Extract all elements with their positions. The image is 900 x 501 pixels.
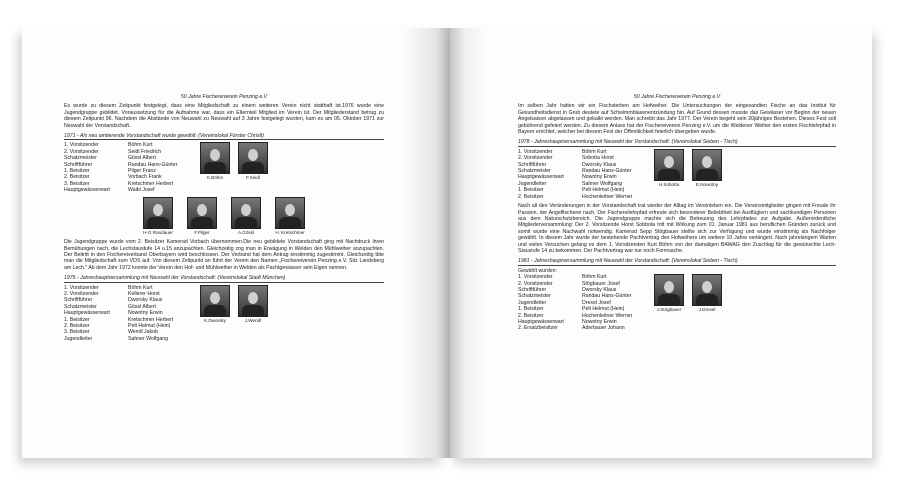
portrait-photo xyxy=(143,197,173,229)
paragraph: Es wurde zu diesem Zeitpunkt festgelegt, dass eine Mitgliedschaft zu einem weiteren Verein nicht statthaft ist.1976 wurde eine Jugendgruppe gebildet. Voraussetzung für die Aufnahme war, dass ein Elternteil Mitglied im Verein ist. Der Mitgliederstand betrug zu diesem Zeitpunkt 96. Nachdem die Abstände von Neuwahl zu Neuwahl auf 3 Jahre festgelegt wurden, kam es am 05. Oktober 1971 zur Neuwahl der Vorstandschaft. xyxy=(64,103,384,129)
portrait-caption: J.Wendl xyxy=(244,317,262,323)
elected-label: Gewählt wurden: xyxy=(518,267,557,274)
section-heading: 1981 - Jahreshauptversammlung mit Neuwahl der Vorstandschaft: (Vereinslokal Sieben - Tisch) xyxy=(518,258,836,265)
role: 2. Vorsitzender xyxy=(518,280,553,287)
names-column xyxy=(582,149,648,200)
portrait-caption: J.Drexel xyxy=(698,307,716,313)
member-name: Drexel Josef xyxy=(582,299,611,306)
portrait-photo xyxy=(275,197,305,229)
roles-column xyxy=(64,285,128,343)
member-name: Sahner Wolfgang xyxy=(128,335,168,342)
portrait-group xyxy=(654,149,722,200)
portrait xyxy=(143,197,173,236)
portrait-photo xyxy=(238,142,268,174)
portrait-caption: H-G Randauer xyxy=(143,229,173,235)
role: Jugendleiter xyxy=(518,299,547,306)
portrait xyxy=(654,149,684,200)
portrait-row xyxy=(64,197,384,236)
portrait-caption: K.Dworsky xyxy=(204,317,226,323)
portrait-group xyxy=(200,142,268,193)
member-name: Pelt Helmut (Hein) xyxy=(582,187,625,194)
board-list xyxy=(64,285,384,343)
role: Schriftführer xyxy=(518,161,547,168)
member-name: Gössl Albert xyxy=(128,155,156,162)
role: 2. Ersatzbeisitzer xyxy=(518,325,558,332)
portrait-caption: E.Nowotny xyxy=(695,181,719,187)
member-name: Aderbauer Johann xyxy=(582,325,625,332)
member-name: Pelt Helmut (Hein) xyxy=(128,322,171,329)
member-name: Vorbach Frank xyxy=(128,174,162,181)
paragraph: Nach all den Veränderungen in der Vorstandschaft trat wieder der Alltag im Vereinleben ein. Die Vereinsmitglieder gingen mit Freude ihr Passion, der Angelfischerei nach. Der Fischereilehrpfad erfreute sich besonderer Beliebtheit bei Ausflüglern und sachkundigen Personen aus dem Naturschutzbereich. Die Jugendgruppe machte sich die Betreuung des Lehrpfades zur Aufgabe. Außerordentliche Mitgliederversammlung: Der 2. Vorsitzende Horst Sobbota tritt mit Wirkung zum 01. Januar 1981 aus beruflichen Gründen zurück und somit wurde eine Nachwahl notwendig. Kamerad Sepp Stögbauer stellte sich zur Verfügung und wurde einstimmig als Nachfolger gewählt. In diesem Jahr wurde der bestehende Pachtvertrag des Hofweihers um weitere 10 Jahre verlängert. Nach jahrelangem Warten und vielen Versuchen gelang es dem 1. Vorsitzenden Kurt Böhm von der damaligen BAWAG den Zuschlag für die gewünschte Lech-Staustufe 14 zu bekommen. Der Pachtvertrag war nur noch Formsache. xyxy=(518,203,836,254)
portrait-photo xyxy=(238,285,268,317)
role: 1. Beisitzer xyxy=(64,168,90,175)
role: 3. Beisitzer xyxy=(64,329,90,336)
right-page-content xyxy=(518,94,836,335)
member-name: Seidl Friedrich xyxy=(128,148,162,155)
role: Jugendleiter xyxy=(518,180,547,187)
role: 1. Vorsitzender xyxy=(64,284,99,291)
board-list xyxy=(518,274,836,332)
member-name: Böhm Kurt xyxy=(582,148,607,155)
role: 1. Beisitzer xyxy=(64,316,90,323)
role: 2. Beisitzer xyxy=(518,312,544,319)
member-name: Böhm Kurt xyxy=(582,274,607,281)
roles-column xyxy=(64,142,128,193)
role: Jugendleiter xyxy=(64,335,93,342)
portrait xyxy=(275,197,305,236)
portrait-photo xyxy=(231,197,261,229)
portrait xyxy=(654,274,684,332)
role: 2. Beisitzer xyxy=(64,322,90,329)
page-header: 50 Jahre Fischereiverein Penzing e.V xyxy=(180,94,268,100)
portrait-caption: F.Pilger xyxy=(194,229,210,235)
member-name: Kretschmer Herbert xyxy=(128,180,174,187)
member-name: Hochenleitner Werner xyxy=(582,193,633,200)
member-name: Dworsky Klaus xyxy=(582,286,617,293)
member-name: Gössl Albert xyxy=(128,303,156,310)
portrait-photo xyxy=(200,285,230,317)
member-name: Nowotny Erwin xyxy=(582,174,617,181)
portrait-group xyxy=(200,285,268,343)
member-name: Pelt Helmut (Hein) xyxy=(582,306,625,313)
role: 1. Beisitzer xyxy=(518,306,544,313)
role: Schatzmeister xyxy=(64,303,97,310)
paragraph: Im selben Jahr hatten wir ein Fischsterben am Hofweiher. Die Untersuchungen der eingesandten Fische an das Institut für Gesundheitsdienst in Grub deutete auf Schwimmblasenentzündung hin. Auf Grund dessen musste das Gewässer vor Beginn der neuen Angelsaison abgelassen und gekalkt werden. Man schreibt das Jahr 1977. Der Verein begeht sein 20jähriges Bestehen. Dieses Fest soll gebührend gefeiert werden. Zu diesem Anlass hat der Fischereiverein Penzing e.V. um die Weldener Weiher den ersten Fischlehrpfad in Bayern errichtet, welcher bei diesem Fest der Öffentlichkeit feierlich übergeben wurde. xyxy=(518,103,836,136)
role: Schatzmeister xyxy=(518,168,551,175)
role: Hauptgewässerwart xyxy=(64,187,110,194)
portrait-photo xyxy=(654,149,684,181)
role: Hauptgewässerwart xyxy=(64,310,110,317)
portrait xyxy=(200,142,230,193)
member-name: Dworsky Klaus xyxy=(128,297,163,304)
portrait xyxy=(187,197,217,236)
member-name: Dworsky Klaus xyxy=(582,161,617,168)
role: 3. Beisitzer xyxy=(64,180,90,187)
member-name: Böhm Kurt xyxy=(128,284,153,291)
portrait-caption: K.Böhm xyxy=(206,175,224,181)
role: 2. Vorsitzender xyxy=(518,155,553,162)
member-name: Stögbauer Josef xyxy=(582,280,620,287)
role: 2. Beisitzer xyxy=(64,174,90,181)
role: 1. Vorsitzender xyxy=(64,142,99,149)
member-name: Nowotny Erwin xyxy=(582,319,617,325)
section-heading: 1978 - Jahreshauptversammlung mit Neuwahl der Vorstandschaft: (Vereinslokal Sieben - Tisch) xyxy=(518,139,836,146)
roles-column xyxy=(518,149,582,200)
member-name: Kellerer Horst xyxy=(128,290,160,297)
member-name: Randau Hans-Günter xyxy=(128,161,178,168)
section-heading: 1971 - Als neu amtierende Vorstandschaft wurde gewählt: (Vereinslokal Förster Christl) xyxy=(64,133,384,140)
role: Schriftführer xyxy=(518,286,547,293)
role: 1. Vorsitzender xyxy=(518,148,553,155)
portrait-group xyxy=(654,274,722,332)
member-name: Pilger Franz xyxy=(128,168,156,175)
board-list xyxy=(518,149,836,200)
member-name: Randau Hans-Günter xyxy=(582,293,632,300)
names-column xyxy=(582,274,648,332)
member-name: Wendl Jakob xyxy=(128,329,158,336)
member-name: Sobotta Horst xyxy=(582,155,614,162)
section-heading: 1975 - Jahreshauptversammlung mit Neuwahl der Vorstandschaft: (Vereinslokal Stadt München) xyxy=(64,275,384,282)
roles-column xyxy=(518,274,582,332)
member-name: Nowotny Erwin xyxy=(128,310,163,317)
role: Hauptgewässerwart xyxy=(518,174,564,181)
portrait-photo xyxy=(200,142,230,174)
role: 1. Beisitzer xyxy=(518,187,544,194)
role: Hauptgewässerwart xyxy=(518,319,564,325)
role: Schatzmeister xyxy=(64,155,97,162)
right-page xyxy=(450,28,872,458)
names-column xyxy=(128,142,194,193)
board-list xyxy=(64,142,384,193)
portrait-caption: H.Sobotta xyxy=(658,181,680,187)
names-column xyxy=(128,285,194,343)
paragraph: Die Jugendgruppe wurde vom 2. Beisitzer Kamerad Vorbach übernommen.Die neu gebildete Vorstandschaft ging mit Nachdruck ihren Bemühungen nach, die Lechstaustufe 14 u.15 anzupachten. Gleichzeitig zog man in Erwägung in Welden den Mühlweiher anzupachten. Der Beitritt in den Fischereiverband Oberbayern wird beschlossen. Der Verband hat dem Antrag einstimmig zugestimmt. Gleichzeitig tbte man die Mitgliedschaft zum VDS auf. Von diesem Zeitpunkt an führt der Verein den Namen „Fischereiverein Penzing e.V. Sitz Landsberg am Lech." Ab dem Jahr 1972 konnte der Verein den Hof- und Mühlweiher in Welden als Pachtgewässer sein Eigen nennen. xyxy=(64,239,384,271)
member-name: Böhm Kurt xyxy=(128,142,153,149)
portrait xyxy=(238,285,268,343)
portrait xyxy=(231,197,261,236)
portrait-caption: F.Seidl xyxy=(246,175,260,181)
portrait-photo xyxy=(187,197,217,229)
portrait-photo xyxy=(692,274,722,306)
page-header: 50 Jahre Fischereiverein Penzing e.V xyxy=(633,94,721,100)
role: Schriftführer xyxy=(64,297,93,304)
left-page xyxy=(22,28,444,458)
role: 2. Beisitzer xyxy=(518,193,544,200)
portrait xyxy=(692,149,722,200)
role: 1. Vorsitzender xyxy=(518,274,553,281)
left-page-content xyxy=(64,94,384,345)
portrait xyxy=(692,274,722,332)
portrait-caption: J.Stögbauer xyxy=(656,307,682,313)
member-name: Kretschmer Herbert xyxy=(128,316,174,323)
portrait xyxy=(200,285,230,343)
portrait-photo xyxy=(692,149,722,181)
role: 2. Vorsitzender xyxy=(64,148,99,155)
member-name: Sahner Wolfgang xyxy=(582,180,622,187)
role: Schriftführer xyxy=(64,161,93,168)
member-name: Hochenleitner Werner xyxy=(582,312,633,319)
portrait-photo xyxy=(654,274,684,306)
portrait xyxy=(238,142,268,193)
role: 2. Vorsitzender xyxy=(64,290,99,297)
portrait-caption: A.Gössl xyxy=(237,229,255,235)
role: Schatzmeister xyxy=(518,293,551,300)
member-name: Randau Hans-Günter xyxy=(582,168,632,175)
member-name: Waibl Josef xyxy=(128,187,155,194)
portrait-caption: H. Kretschmer xyxy=(275,229,305,235)
